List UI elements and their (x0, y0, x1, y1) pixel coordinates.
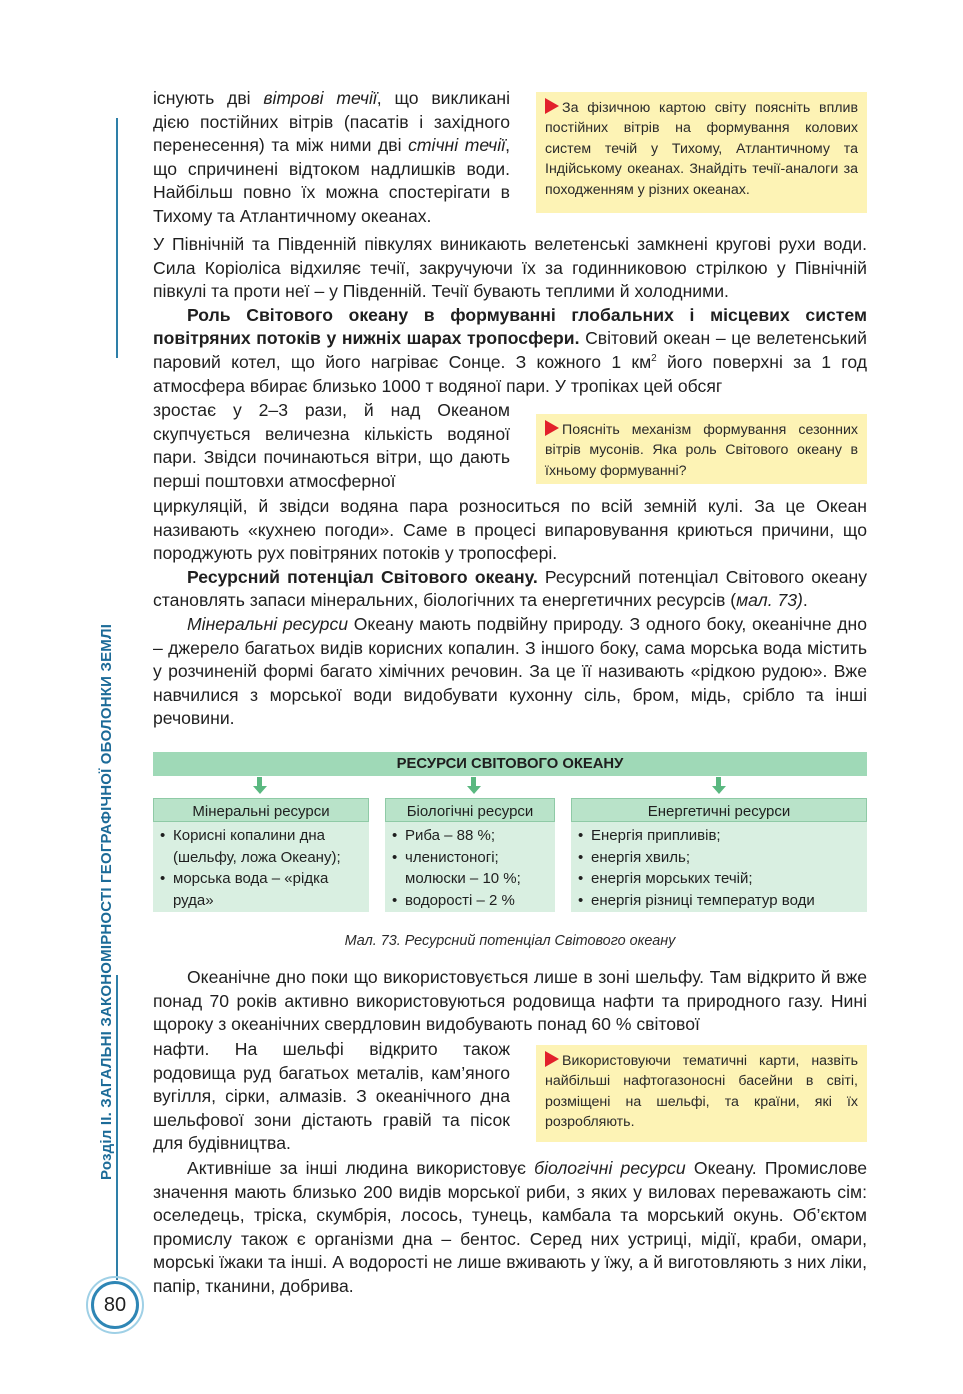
paragraph-vapor: зростає у 2–3 рази, й над Океаном скупчується величезна кількість водяної пари. Звідси починаються вітри, що дають перші поштовхи атмосферної (153, 400, 510, 491)
page-number: 80 (91, 1281, 139, 1329)
paragraph-ocean-role: У Північній та Південній півкулях виникають велетенські замкнені кругові рухи води. Сила Коріоліса відхиляє течії, закручуючи їх за годинниковою стрілкою у Північній півкулі та проти неї – у Південній. Течії бувають теплими й холодними. Роль Світового океану в формуванні глобальних і місцевих систем повітряних потоків у нижніх шарах тропосфери. Світовий океан – це велетенський паровий котел, що його нагріває Сонце. З кожного 1 $км^2$ його поверхні за 1 год атмосфера вбирає близько 1000 т водяної пари. У тропіках цей обсяг (153, 234, 867, 396)
list-item: руда» (173, 891, 214, 909)
arrow-down-icon (253, 786, 267, 794)
section-title: Розділ ІІ. ЗАГАЛЬНІ ЗАКОНОМІРНОСТІ ГЕОГРАФІЧНОЇ ОБОЛОНКИ ЗЕМЛІ (98, 623, 115, 1180)
diagram-header: РЕСУРСИ СВІТОВОГО ОКЕАНУ (153, 752, 867, 776)
paragraph-resources: циркуляцій, й звідси водяна пара розноситься по всій земній кулі. За це Океан називають «кухнею погоди». Саме в процесі випаровування криються причини, що породжують рух повітряних потоків у тропосфері. Ресурсний потенціал Світового океану. Ресурсний потенціал Світового океану становлять запаси мінеральних, біологічних та енергетичних ресурсів (мал. 73). Мінеральні ресурси Океану мають подвійну природу. З одного боку, океанічне дно – джерело багатьох видів корисних копалин. З іншого боку, сама морська вода містить у розчиненій формі багато хімічних речовин. За це її називають «рідкою рудою». Вже навчилися з морської води видобувати кухонну сіль, бром, мідь, срібло та інші речовини. (153, 496, 868, 729)
paragraph-wind-currents: існують дві вітрові течії, що викликані дією постійних вітрів (пасатів і західного перенесення) та між ними дві стічні течії, що спричинені відтоком надлишків води. Найбільш повно їх можна спостерігати в Тихому та Атлантичному океанах. (153, 88, 510, 226)
paragraph-shelf-deposits: нафти. На шельфі відкрито також родовища руд багатьох металів, кам’яного вугілля, сірки, алмазів. З океанічного дна шельфової зони дістають гравій та пісок для будівництва. (153, 1039, 510, 1154)
task-note-1: За фізичною картою світу поясніть вплив постійних вітрів на формування колових систем течій у Тихому, Атлантичному та Індійському океанах. Знайдіть течії-аналоги за походженням у різних океанах. (536, 92, 867, 213)
paragraph-shelf: Океанічне дно поки що використовується лише в зоні шельфу. Там відкрито й вже понад 70 років активно використовуються родовища нафти та природного газу. Нині щороку з океанічних свердловин видобувають понад 60 % світової (153, 967, 867, 1035)
diagram-column-biological: Біологічні ресурси • Риба – 88 %; • членистоногі; молюски – 10 %; • водорості – 2 % (385, 798, 555, 912)
task-arrow-icon (545, 1051, 559, 1067)
list-item: • морська вода – «рідка (157, 868, 365, 890)
list-item: • енергія морських течій; (575, 868, 863, 890)
list-item: (шельфу, ложа Океану); (173, 848, 341, 866)
arrow-down-icon (471, 777, 476, 786)
list-item: • членистоногі; (389, 847, 551, 869)
arrow-down-icon (257, 777, 262, 786)
list-item: молюски – 10 %; (405, 870, 521, 888)
arrow-down-icon (467, 786, 481, 794)
paragraph-biological: Активніше за інші людина використовує біологічні ресурси Океану. Промислове значення мають близько 200 видів морської риби, з яких у виловах переважають сім: оселедець, тріска, скумбрія, лосось, тунець, камбала та морський окунь. Об’єктом промислу також є організми дна – бентос. Серед них устриці, мідії, краби, омари, морські їжаки та інші. А водорості не лише вживають у їжу, а й виготовляють з них ліки, папір, тканини, добрива. (153, 1158, 867, 1296)
task-arrow-icon (545, 98, 559, 114)
diagram-column-mineral: Мінеральні ресурси • Корисні копалини дна (шельфу, ложа Океану); • морська вода – «рідка руда» (153, 798, 369, 912)
list-item: • водорості – 2 % (389, 890, 551, 912)
task-note-2: Поясніть механізм формування сезонних вітрів мусонів. Яка роль Світового океану в їхньому формуванні? (536, 414, 867, 484)
list-item: • енергія хвиль; (575, 847, 863, 869)
list-item: • Енергія припливів; (575, 825, 863, 847)
figure-caption: Мал. 73. Ресурсний потенціал Світового океану (344, 933, 676, 949)
list-item: • Риба – 88 %; (389, 825, 551, 847)
task-arrow-icon (545, 420, 559, 436)
list-item: • енергія різниці температур води (575, 890, 863, 912)
list-item: • Корисні копалини дна (157, 825, 365, 847)
arrow-down-icon (712, 786, 726, 794)
task-note-3: Використовуючи тематичні карти, назвіть найбільші нафтогазоносні басейни в світі, розміщені на шельфі, та країни, які їх розробляють. (536, 1045, 867, 1142)
arrow-down-icon (716, 777, 721, 786)
diagram-column-energy: Енергетичні ресурси • Енергія припливів; • енергія хвиль; • енергія морських течій; • енергія різниці температур води (571, 798, 867, 912)
